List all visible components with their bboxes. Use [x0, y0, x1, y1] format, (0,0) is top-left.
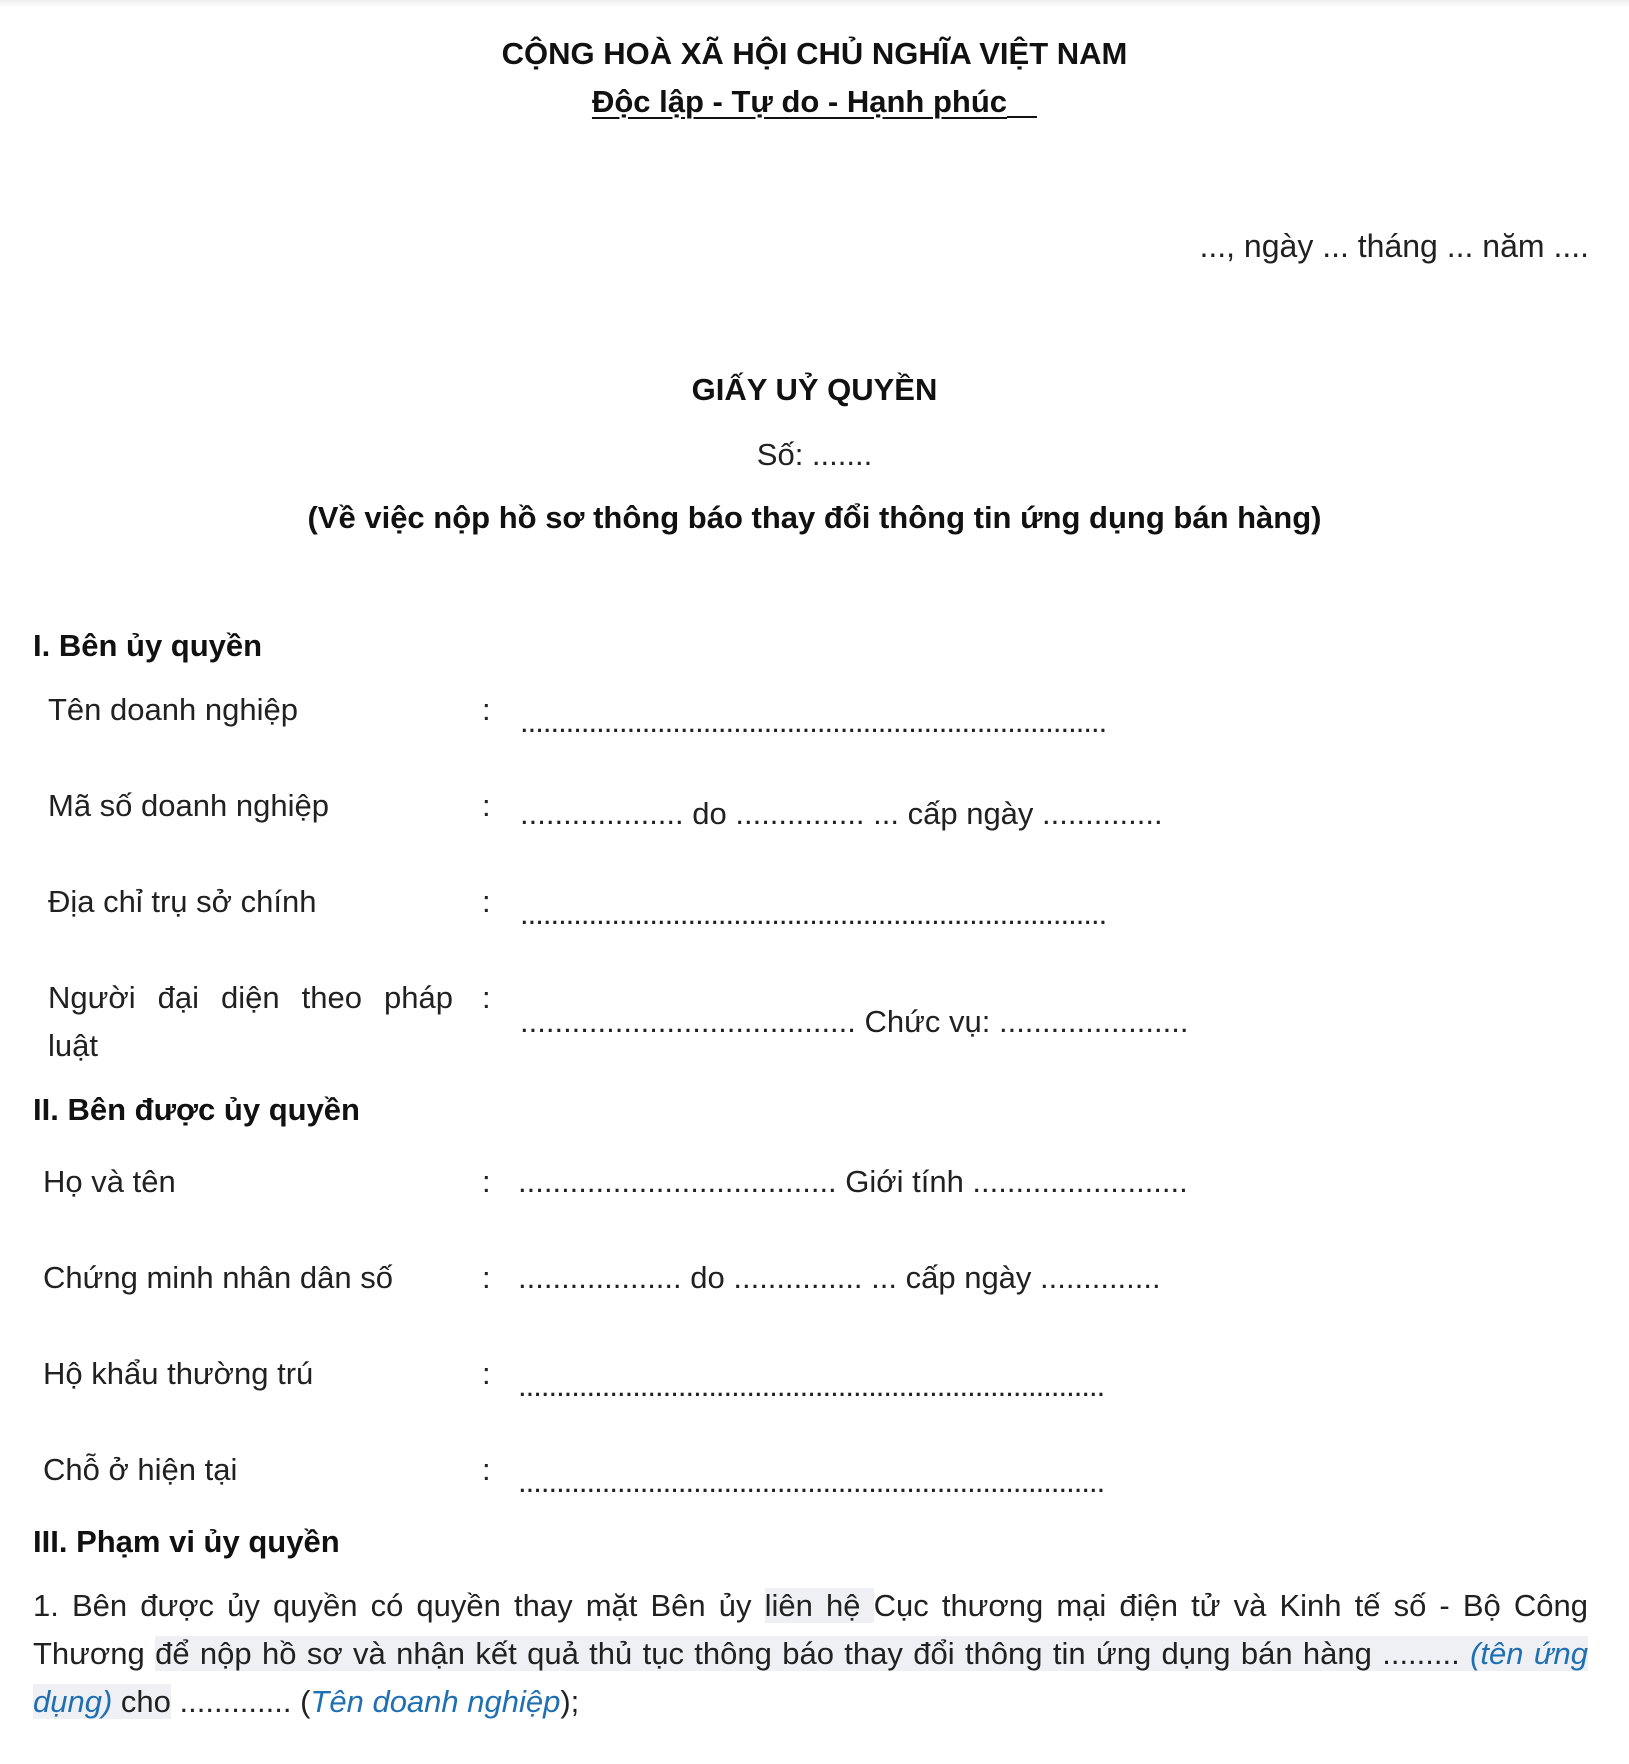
- colon: :: [482, 1260, 491, 1295]
- motto-text: Độc lập - Tự do - Hạnh phúc: [591, 84, 1008, 119]
- scope-text-2: liên hệ: [764, 1588, 874, 1623]
- full-name-label: Họ và tên: [43, 1164, 176, 1199]
- company-name-field[interactable]: .............................................................................: [520, 704, 1107, 739]
- document-title: GIẤY UỶ QUYỀN: [691, 372, 938, 407]
- colon: :: [482, 884, 491, 919]
- colon: :: [482, 1164, 491, 1199]
- head-office-label: Địa chỉ trụ sở chính: [48, 884, 317, 919]
- company-code-label: Mã số doanh nghiệp: [48, 788, 329, 823]
- document-subject: (Về việc nộp hồ sơ thông báo thay đổi thông tin ứng dụng bán hàng): [307, 500, 1322, 535]
- company-name-hint: Tên doanh nghiệp: [310, 1684, 561, 1719]
- top-shadow: [0, 0, 1629, 8]
- date-line: ..., ngày ... tháng ... năm ....: [1199, 228, 1589, 264]
- scope-text-1: 1. Bên được ủy quyền có quyền thay mặt Bên ủy: [33, 1588, 765, 1623]
- colon: :: [482, 788, 491, 823]
- company-name-label: Tên doanh nghiệp: [48, 692, 298, 727]
- legal-rep-label: Người đại diện theo pháp: [48, 980, 453, 1015]
- motto-underline: [1007, 116, 1037, 118]
- section-heading-grantee: II. Bên được ủy quyền: [33, 1092, 360, 1127]
- legal-rep-field[interactable]: ....................................... Chức vụ: ......................: [520, 1004, 1189, 1039]
- app-name-hint: (tên ứng dụng): [33, 1636, 1588, 1719]
- colon: :: [482, 1356, 491, 1391]
- section-heading-grantor: I. Bên ủy quyền: [33, 628, 263, 663]
- colon: :: [482, 980, 491, 1015]
- scope-text-7: );: [560, 1684, 580, 1719]
- national-motto: [0, 84, 1629, 120]
- head-office-field[interactable]: .............................................................................: [520, 896, 1107, 931]
- scope-paragraph: [33, 1582, 1588, 1726]
- document-number: Số: .......: [756, 437, 873, 472]
- scope-text-6: ............. (: [170, 1684, 311, 1719]
- permanent-residence-label: Hộ khẩu thường trú: [43, 1356, 314, 1391]
- company-code-field[interactable]: ................... do ............... ... cấp ngày ..............: [520, 796, 1163, 831]
- colon: :: [482, 692, 491, 727]
- scope-text-5: cho: [112, 1684, 171, 1719]
- section-heading-scope: III. Phạm vi ủy quyền: [33, 1524, 340, 1559]
- scope-text-3: Cục thương mại điện tử và Kinh tế số - Bộ Công Thương: [33, 1588, 1588, 1671]
- current-address-field[interactable]: .............................................................................: [518, 1464, 1105, 1499]
- id-card-label: Chứng minh nhân dân số: [43, 1260, 393, 1295]
- permanent-residence-field[interactable]: .............................................................................: [518, 1368, 1105, 1403]
- national-title: CỘNG HOÀ XÃ HỘI CHỦ NGHĨA VIỆT NAM: [501, 36, 1128, 71]
- colon: :: [482, 1452, 491, 1487]
- full-name-field[interactable]: ..................................... Giới tính .........................: [518, 1164, 1188, 1199]
- current-address-label: Chỗ ở hiện tại: [43, 1452, 238, 1487]
- legal-rep-label-cont: luật: [48, 1028, 98, 1063]
- scope-text-4: để nộp hồ sơ và nhận kết quả thủ tục thông báo thay đổi thông tin ứng dụng bán hàng .........: [155, 1636, 1471, 1671]
- id-card-field[interactable]: ................... do ............... ... cấp ngày ..............: [518, 1260, 1161, 1295]
